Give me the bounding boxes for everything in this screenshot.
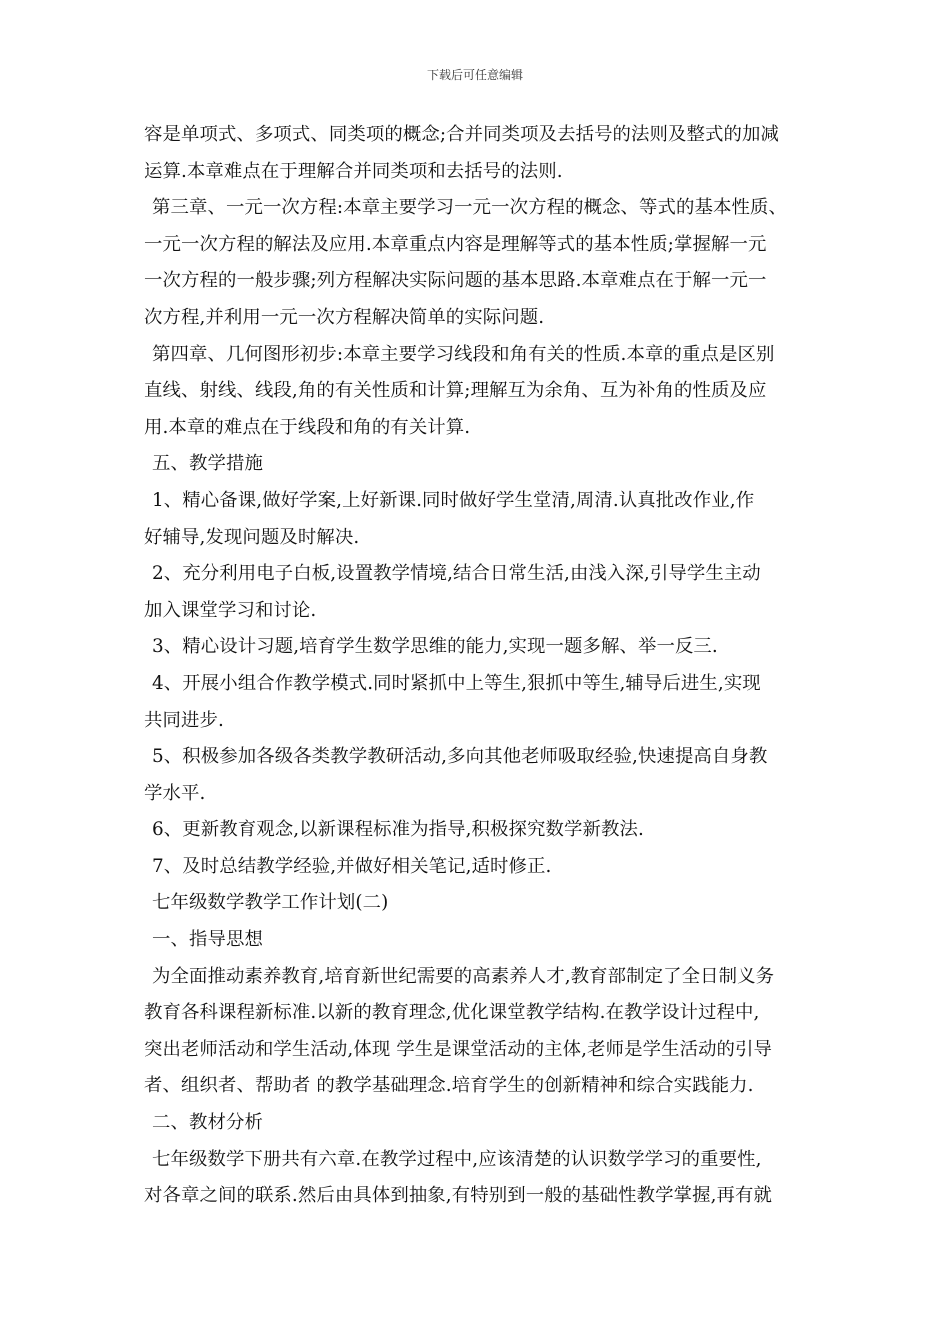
text-line: 7、及时总结教学经验,并做好相关笔记,适时修正.	[152, 855, 552, 877]
text-line: 直线、射线、线段,角的有关性质和计算;理解互为余角、互为补角的性质及应	[144, 380, 767, 402]
text-line: 容是单项式、多项式、同类项的概念;合并同类项及去括号的法则及整式的加减	[144, 124, 779, 145]
document-body	[144, 117, 806, 1215]
text-line: 第三章、一元一次方程:本章主要学习一元一次方程的概念、等式的基本性质、	[152, 197, 787, 219]
document-subtitle: 七年级数学教学工作计划(二)	[152, 892, 389, 914]
text-line: 3、精心设计习题,培育学生数学思维的能力,实现一题多解、举一反三.	[152, 636, 718, 658]
text-line: 一次方程的一般步骤;列方程解决实际问题的基本思路.本章难点在于解一元一	[144, 270, 767, 292]
text-line: 加入课堂学习和讨论.	[144, 599, 317, 621]
text-line: 者、组织者、帮助者 的教学基础理念.培育学生的创新精神和综合实践能力.	[144, 1075, 754, 1097]
text-line: 次方程,并利用一元一次方程解决简单的实际问题.	[144, 306, 545, 328]
page-header: 下载后可任意编辑	[426, 68, 523, 82]
section-heading: 二、教材分析	[152, 1112, 263, 1134]
text-line: 对各章之间的联系.然后由具体到抽象,有特别到一般的基础性教学掌握,再有就	[144, 1185, 773, 1207]
text-line: 学水平.	[144, 782, 206, 804]
text-line: 运算.本章难点在于理解合并同类项和去括号的法则.	[144, 160, 563, 182]
text-line: 用.本章的难点在于线段和角的有关计算.	[144, 416, 471, 438]
text-line: 6、更新教育观念,以新课程标准为指导,积极探究数学新教法.	[152, 819, 644, 841]
text-line: 好辅导,发现问题及时解决.	[144, 526, 360, 548]
section-heading: 五、教学措施	[152, 453, 263, 475]
text-line: 突出老师活动和学生活动,体现 学生是课堂活动的主体,老师是学生活动的引导	[144, 1038, 773, 1060]
text-line: 为全面推动素养教育,培育新世纪需要的高素养人才,教育部制定了全日制义务	[152, 965, 775, 987]
text-line: 七年级数学下册共有六章.在教学过程中,应该清楚的认识数学学习的重要性,	[152, 1148, 762, 1170]
text-line: 4、开展小组合作教学模式.同时紧抓中上等生,狠抓中等生,辅导后进生,实现	[152, 672, 761, 694]
text-line: 1、精心备课,做好学案,上好新课.同时做好学生堂清,周清.认真批改作业,作	[152, 489, 755, 511]
text-line: 教育各科课程新标准.以新的教育理念,优化课堂教学结构.在教学设计过程中,	[144, 1002, 760, 1024]
text-line: 一元一次方程的解法及应用.本章重点内容是理解等式的基本性质;掌握解一元	[144, 233, 767, 255]
text-line: 2、充分利用电子白板,设置教学情境,结合日常生活,由浅入深,引导学生主动	[152, 563, 761, 585]
section-heading: 一、指导思想	[152, 929, 263, 951]
text-line: 5、积极参加各级各类教学教研活动,多向其他老师吸取经验,快速提高自身教	[152, 746, 768, 768]
text-line: 第四章、几何图形初步:本章主要学习线段和角有关的性质.本章的重点是区别	[152, 343, 775, 365]
text-line: 共同进步.	[144, 709, 224, 731]
